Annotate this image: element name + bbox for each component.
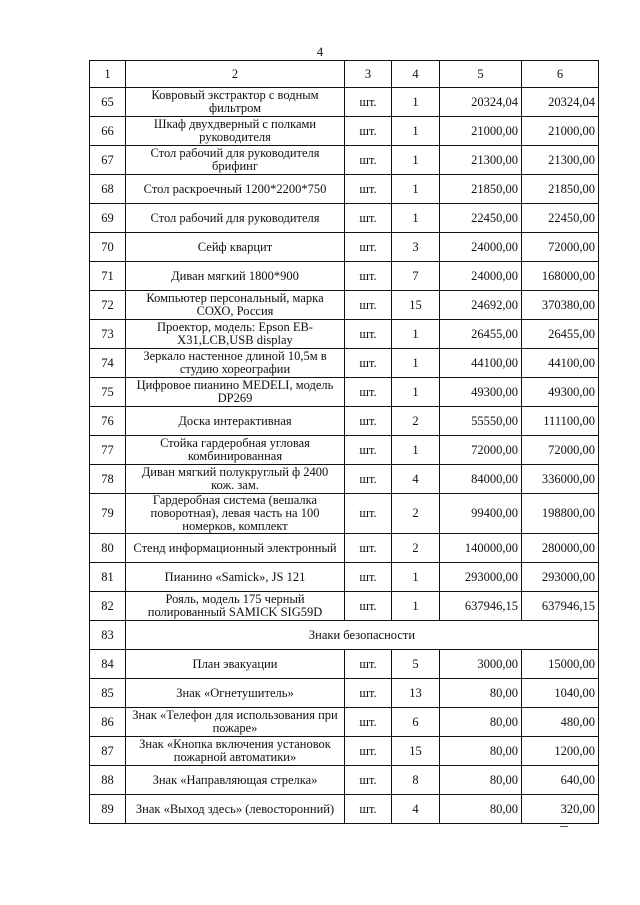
row-number: 71 [90, 262, 126, 291]
table-row [90, 378, 599, 407]
unit-cell: шт. [345, 534, 392, 563]
total-cell: 111100,00 [522, 407, 599, 436]
unit-price-cell: 24692,00 [440, 291, 522, 320]
item-name: Рояль, модель 175 черный полированный SAMICK SIG59D [126, 592, 345, 621]
table-row [90, 233, 599, 262]
row-number: 77 [90, 436, 126, 465]
item-name: Стол рабочий для руководителя брифинг [126, 146, 345, 175]
unit-cell: шт. [345, 146, 392, 175]
table-row [90, 650, 599, 679]
total-cell: 336000,00 [522, 465, 599, 494]
total-cell: 640,00 [522, 766, 599, 795]
item-name: Зеркало настенное длиной 10,5м в студию хореографии [126, 349, 345, 378]
total-cell: 21000,00 [522, 117, 599, 146]
row-number: 80 [90, 534, 126, 563]
unit-price-cell: 55550,00 [440, 407, 522, 436]
table-row [90, 737, 599, 766]
unit-price-cell: 26455,00 [440, 320, 522, 349]
table-row [90, 795, 599, 824]
table-row [90, 291, 599, 320]
unit-cell: шт. [345, 465, 392, 494]
unit-price-cell: 20324,04 [440, 88, 522, 117]
header-col-5: 5 [440, 61, 522, 88]
total-cell: 1040,00 [522, 679, 599, 708]
quantity-cell: 5 [392, 650, 440, 679]
row-number: 83 [90, 621, 126, 650]
row-number: 75 [90, 378, 126, 407]
unit-price-cell: 72000,00 [440, 436, 522, 465]
total-cell: 21300,00 [522, 146, 599, 175]
row-number: 66 [90, 117, 126, 146]
header-col-4: 4 [392, 61, 440, 88]
total-cell: 1200,00 [522, 737, 599, 766]
table-row [90, 494, 599, 534]
unit-cell: шт. [345, 708, 392, 737]
unit-cell: шт. [345, 88, 392, 117]
table-row [90, 563, 599, 592]
unit-price-cell: 24000,00 [440, 262, 522, 291]
item-name: Стойка гардеробная угловая комбинированная [126, 436, 345, 465]
unit-price-cell: 637946,15 [440, 592, 522, 621]
unit-price-cell: 21300,00 [440, 146, 522, 175]
table-row [90, 349, 599, 378]
table-row [90, 88, 599, 117]
item-name: Знак «Телефон для использования при пожаре» [126, 708, 345, 737]
unit-price-cell: 22450,00 [440, 204, 522, 233]
unit-cell: шт. [345, 563, 392, 592]
unit-cell: шт. [345, 204, 392, 233]
row-number: 69 [90, 204, 126, 233]
quantity-cell: 15 [392, 737, 440, 766]
table-row [90, 534, 599, 563]
row-number: 70 [90, 233, 126, 262]
total-cell: 168000,00 [522, 262, 599, 291]
unit-price-cell: 140000,00 [440, 534, 522, 563]
quantity-cell: 8 [392, 766, 440, 795]
quantity-cell: 2 [392, 534, 440, 563]
item-name: Доска интерактивная [126, 407, 345, 436]
total-cell: 72000,00 [522, 436, 599, 465]
unit-price-cell: 3000,00 [440, 650, 522, 679]
row-number: 73 [90, 320, 126, 349]
table-header-row [90, 61, 599, 88]
item-name: Диван мягкий полукруглый ф 2400 кож. зам. [126, 465, 345, 494]
unit-price-cell: 99400,00 [440, 494, 522, 534]
total-cell: 370380,00 [522, 291, 599, 320]
unit-price-cell: 44100,00 [440, 349, 522, 378]
unit-price-cell: 80,00 [440, 708, 522, 737]
row-number: 86 [90, 708, 126, 737]
unit-cell: шт. [345, 737, 392, 766]
unit-cell: шт. [345, 349, 392, 378]
unit-cell: шт. [345, 436, 392, 465]
total-cell: 637946,15 [522, 592, 599, 621]
total-cell: 15000,00 [522, 650, 599, 679]
item-name: Знак «Огнетушитель» [126, 679, 345, 708]
row-number: 82 [90, 592, 126, 621]
quantity-cell: 13 [392, 679, 440, 708]
item-name: Знак «Кнопка включения установок пожарной автоматики» [126, 737, 345, 766]
total-cell: 480,00 [522, 708, 599, 737]
quantity-cell: 4 [392, 795, 440, 824]
item-name: Знак «Направляющая стрелка» [126, 766, 345, 795]
quantity-cell: 1 [392, 320, 440, 349]
unit-cell: шт. [345, 320, 392, 349]
row-number: 79 [90, 494, 126, 534]
item-name: Проектор, модель: Epson EB-X31,LCB,USB display [126, 320, 345, 349]
section-row [90, 621, 599, 650]
quantity-cell: 15 [392, 291, 440, 320]
unit-price-cell: 24000,00 [440, 233, 522, 262]
total-cell: 26455,00 [522, 320, 599, 349]
section-title: Знаки безопасности [126, 621, 599, 650]
row-number: 72 [90, 291, 126, 320]
quantity-cell: 7 [392, 262, 440, 291]
unit-cell: шт. [345, 494, 392, 534]
item-name: План эвакуации [126, 650, 345, 679]
unit-price-cell: 21000,00 [440, 117, 522, 146]
table-row [90, 146, 599, 175]
item-name: Стенд информационный электронный [126, 534, 345, 563]
table-row [90, 117, 599, 146]
unit-cell: шт. [345, 679, 392, 708]
unit-cell: шт. [345, 291, 392, 320]
table-row [90, 320, 599, 349]
table-row [90, 766, 599, 795]
item-name: Компьютер персональный, марка СОХО, Россия [126, 291, 345, 320]
unit-price-cell: 80,00 [440, 766, 522, 795]
quantity-cell: 1 [392, 175, 440, 204]
row-number: 81 [90, 563, 126, 592]
row-number: 68 [90, 175, 126, 204]
quantity-cell: 4 [392, 465, 440, 494]
unit-cell: шт. [345, 650, 392, 679]
unit-cell: шт. [345, 766, 392, 795]
row-number: 89 [90, 795, 126, 824]
row-number: 87 [90, 737, 126, 766]
trailing-mark [560, 826, 568, 827]
quantity-cell: 1 [392, 88, 440, 117]
quantity-cell: 1 [392, 349, 440, 378]
unit-cell: шт. [345, 117, 392, 146]
row-number: 65 [90, 88, 126, 117]
row-number: 76 [90, 407, 126, 436]
total-cell: 293000,00 [522, 563, 599, 592]
table-body [90, 88, 599, 824]
unit-price-cell: 80,00 [440, 679, 522, 708]
item-name: Сейф кварцит [126, 233, 345, 262]
total-cell: 198800,00 [522, 494, 599, 534]
total-cell: 280000,00 [522, 534, 599, 563]
item-name: Пианино «Samick», JS 121 [126, 563, 345, 592]
row-number: 85 [90, 679, 126, 708]
row-number: 74 [90, 349, 126, 378]
page-number: 4 [316, 44, 324, 59]
unit-cell: шт. [345, 262, 392, 291]
unit-cell: шт. [345, 407, 392, 436]
item-name: Гардеробная система (вешалка поворотная), левая часть на 100 номерков, комплект [126, 494, 345, 534]
header-col-3: 3 [345, 61, 392, 88]
unit-cell: шт. [345, 175, 392, 204]
quantity-cell: 1 [392, 563, 440, 592]
item-name: Ковровый экстрактор с водным фильтром [126, 88, 345, 117]
header-col-2: 2 [126, 61, 345, 88]
row-number: 84 [90, 650, 126, 679]
row-number: 88 [90, 766, 126, 795]
table-row [90, 262, 599, 291]
total-cell: 21850,00 [522, 175, 599, 204]
item-name: Шкаф двухдверный с полками руководителя [126, 117, 345, 146]
unit-cell: шт. [345, 795, 392, 824]
unit-price-cell: 21850,00 [440, 175, 522, 204]
header-col-1: 1 [90, 61, 126, 88]
unit-cell: шт. [345, 233, 392, 262]
total-cell: 49300,00 [522, 378, 599, 407]
row-number: 67 [90, 146, 126, 175]
unit-price-cell: 84000,00 [440, 465, 522, 494]
quantity-cell: 1 [392, 436, 440, 465]
unit-price-cell: 293000,00 [440, 563, 522, 592]
item-name: Знак «Выход здесь» (левосторонний) [126, 795, 345, 824]
table-row [90, 679, 599, 708]
unit-cell: шт. [345, 592, 392, 621]
table-row [90, 465, 599, 494]
item-name: Диван мягкий 1800*900 [126, 262, 345, 291]
unit-price-cell: 49300,00 [440, 378, 522, 407]
quantity-cell: 1 [392, 146, 440, 175]
row-number: 78 [90, 465, 126, 494]
quantity-cell: 1 [392, 378, 440, 407]
total-cell: 22450,00 [522, 204, 599, 233]
inventory-table [89, 60, 599, 824]
unit-price-cell: 80,00 [440, 737, 522, 766]
item-name: Стол раскроечный 1200*2200*750 [126, 175, 345, 204]
item-name: Стол рабочий для руководителя [126, 204, 345, 233]
total-cell: 72000,00 [522, 233, 599, 262]
quantity-cell: 3 [392, 233, 440, 262]
table-row [90, 407, 599, 436]
unit-cell: шт. [345, 378, 392, 407]
table-row [90, 204, 599, 233]
unit-price-cell: 80,00 [440, 795, 522, 824]
quantity-cell: 1 [392, 117, 440, 146]
item-name: Цифровое пианино MEDELI, модель DP269 [126, 378, 345, 407]
table-row [90, 436, 599, 465]
total-cell: 44100,00 [522, 349, 599, 378]
quantity-cell: 6 [392, 708, 440, 737]
quantity-cell: 1 [392, 204, 440, 233]
table-row [90, 708, 599, 737]
quantity-cell: 2 [392, 407, 440, 436]
table-row [90, 592, 599, 621]
header-col-6: 6 [522, 61, 599, 88]
total-cell: 20324,04 [522, 88, 599, 117]
total-cell: 320,00 [522, 795, 599, 824]
quantity-cell: 1 [392, 592, 440, 621]
quantity-cell: 2 [392, 494, 440, 534]
table-row [90, 175, 599, 204]
